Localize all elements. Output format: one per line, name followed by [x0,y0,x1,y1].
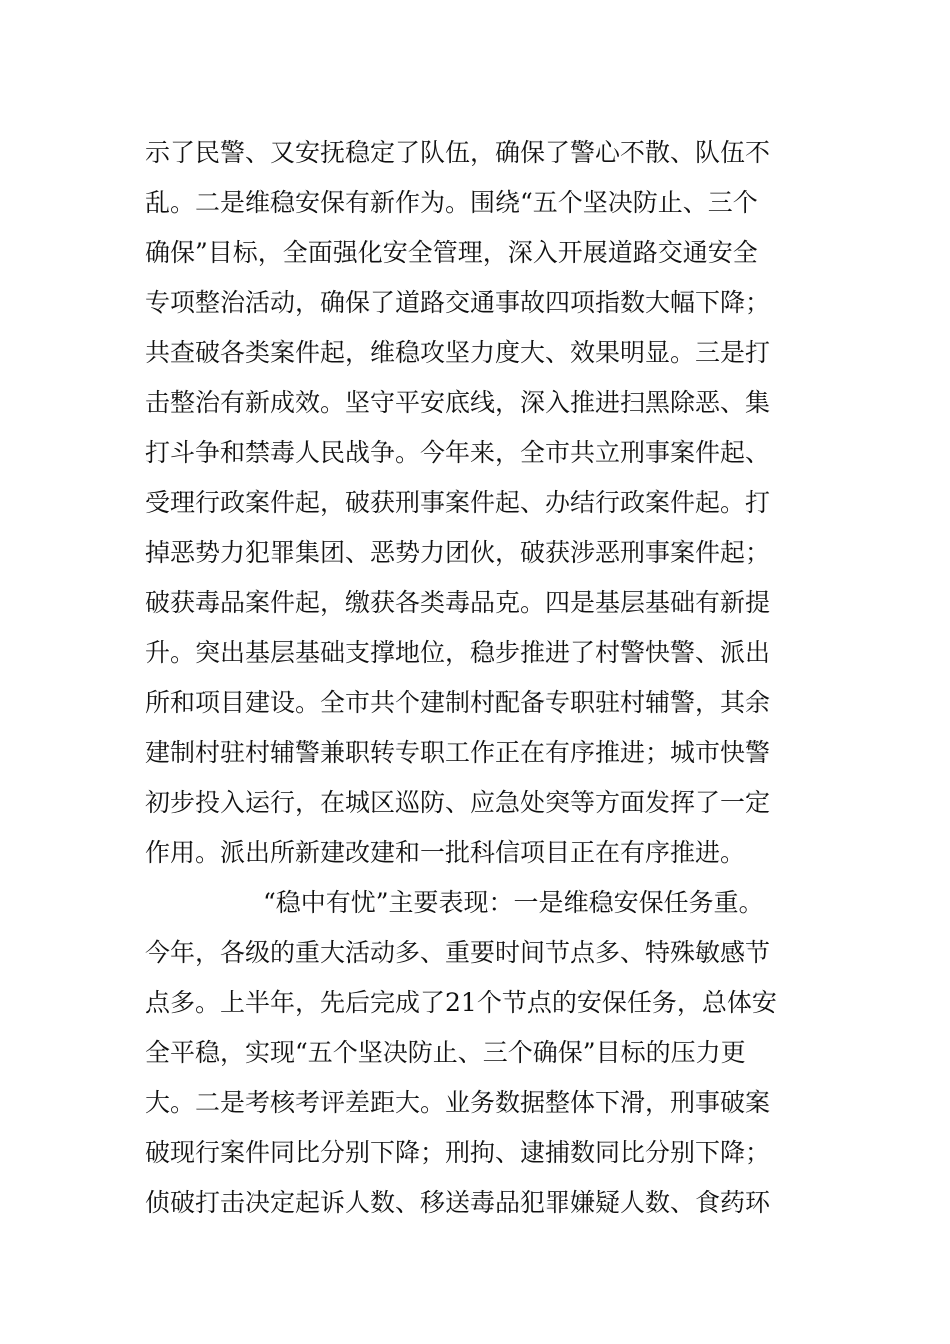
text-line: 打斗争和禁毒人民战争。今年来，全市共立刑事案件起、 [145,438,771,467]
text-line: 全平稳，实现“五个坚决防止、三个确保”目标的压力更 [145,1038,746,1067]
text-line: 作用。派出所新建改建和一批科信项目正在有序推进。 [145,838,746,867]
text-line: 掉恶势力犯罪集团、恶势力团伙，破获涉恶刑事案件起； [145,538,771,567]
body-text [145,128,845,1228]
paragraph-start-line: “稳中有忧”主要表现：一是维稳安保任务重。 [263,888,764,917]
text-line: 今年，各级的重大活动多、重要时间节点多、特殊敏感节 [145,938,771,967]
text-line: 点多。上半年，先后完成了21个节点的安保任务，总体安 [145,988,777,1017]
text-line: 示了民警、又安抚稳定了队伍，确保了警心不散、队伍不 [145,138,771,167]
text-line: 升。突出基层基础支撑地位，稳步推进了村警快警、派出 [145,638,771,667]
text-line: 专项整治活动，确保了道路交通事故四项指数大幅下降； [145,288,771,317]
text-line: 受理行政案件起，破获刑事案件起、办结行政案件起。打 [145,488,771,517]
text-line: 确保”目标，全面强化安全管理，深入开展道路交通安全 [145,238,758,267]
text-line: 共查破各类案件起，维稳攻坚力度大、效果明显。三是打 [145,338,771,367]
text-line: 侦破打击决定起诉人数、移送毒品犯罪嫌疑人数、食药环 [145,1188,771,1217]
text-line: 击整治有新成效。坚守平安底线，深入推进扫黑除恶、集 [145,388,771,417]
text-line: 破现行案件同比分别下降；刑拘、逮捕数同比分别下降； [145,1138,771,1167]
text-line: 初步投入运行，在城区巡防、应急处突等方面发挥了一定 [145,788,771,817]
text-line: 大。二是考核考评差距大。业务数据整体下滑，刑事破案 [145,1088,771,1117]
text-line: 乱。二是维稳安保有新作为。围绕“五个坚决防止、三个 [145,188,758,217]
text-line: 建制村驻村辅警兼职转专职工作正在有序推进；城市快警 [145,738,771,767]
text-line: 破获毒品案件起，缴获各类毒品克。四是基层基础有新提 [145,588,771,617]
text-line: 所和项目建设。全市共个建制村配备专职驻村辅警，其余 [145,688,771,717]
